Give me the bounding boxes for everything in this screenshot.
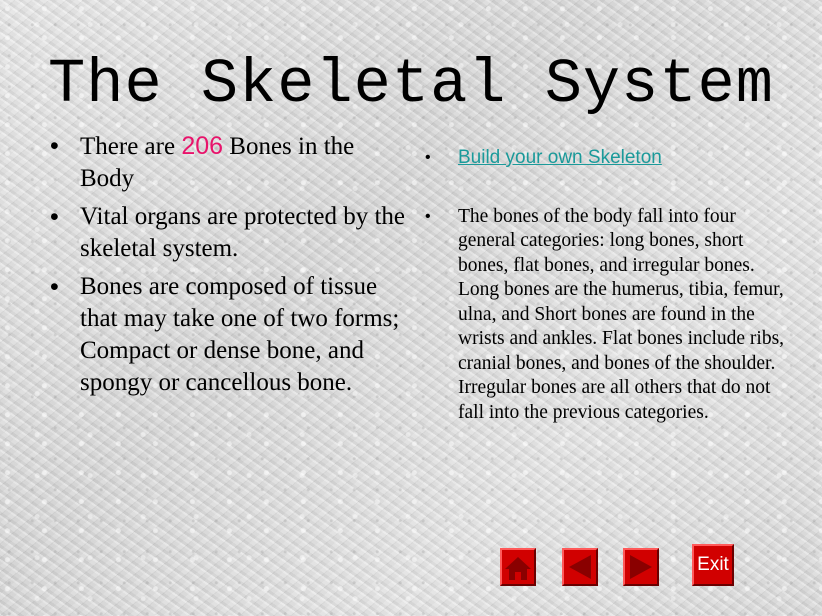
list-item — [50, 130, 410, 195]
slide-title: The Skeletal System — [48, 49, 774, 120]
list-item — [50, 201, 410, 265]
bullet-text: Bones are composed of tissue that may take one of two forms; Compact or dense bone, and spongy or cancellous bone. — [80, 273, 400, 396]
bullet-text: Vital organs are protected by the skeletal system. — [80, 203, 405, 262]
bone-categories-paragraph: The bones of the body fall into four general categories: long bones, short bones, flat bones, and irregular bones. Long bones are the humerus, tibia, femur, ulna, and Short bones are found in the wrists and ankles. Flat bones include ribs, cranial bones, and bones of the shoulder. Irregular bones are all others that do not fall into the previous categories. — [458, 205, 785, 423]
back-button[interactable] — [562, 548, 598, 586]
forward-button[interactable] — [623, 548, 659, 586]
bullet-glyph: • — [50, 203, 59, 231]
left-bullet-list — [50, 130, 410, 405]
forward-arrow-icon — [625, 550, 657, 584]
list-item — [50, 271, 410, 399]
bullet-glyph: • — [425, 207, 431, 225]
home-icon — [502, 550, 534, 584]
bullet-glyph: • — [50, 132, 59, 160]
bullet-glyph: • — [50, 273, 59, 301]
back-arrow-icon — [564, 550, 596, 584]
bullet-text-suffix: Bones in the Body — [80, 133, 355, 192]
bullet-glyph: • — [425, 149, 431, 166]
list-item — [425, 146, 790, 171]
bone-count-highlight: 206 — [181, 132, 224, 160]
build-skeleton-link[interactable]: Build your own Skeleton — [458, 147, 662, 168]
exit-button[interactable]: Exit — [692, 544, 734, 586]
bullet-text-prefix: There are — [80, 133, 182, 160]
right-bullet-list — [425, 146, 790, 425]
list-item — [425, 205, 790, 426]
home-button[interactable] — [500, 548, 536, 586]
